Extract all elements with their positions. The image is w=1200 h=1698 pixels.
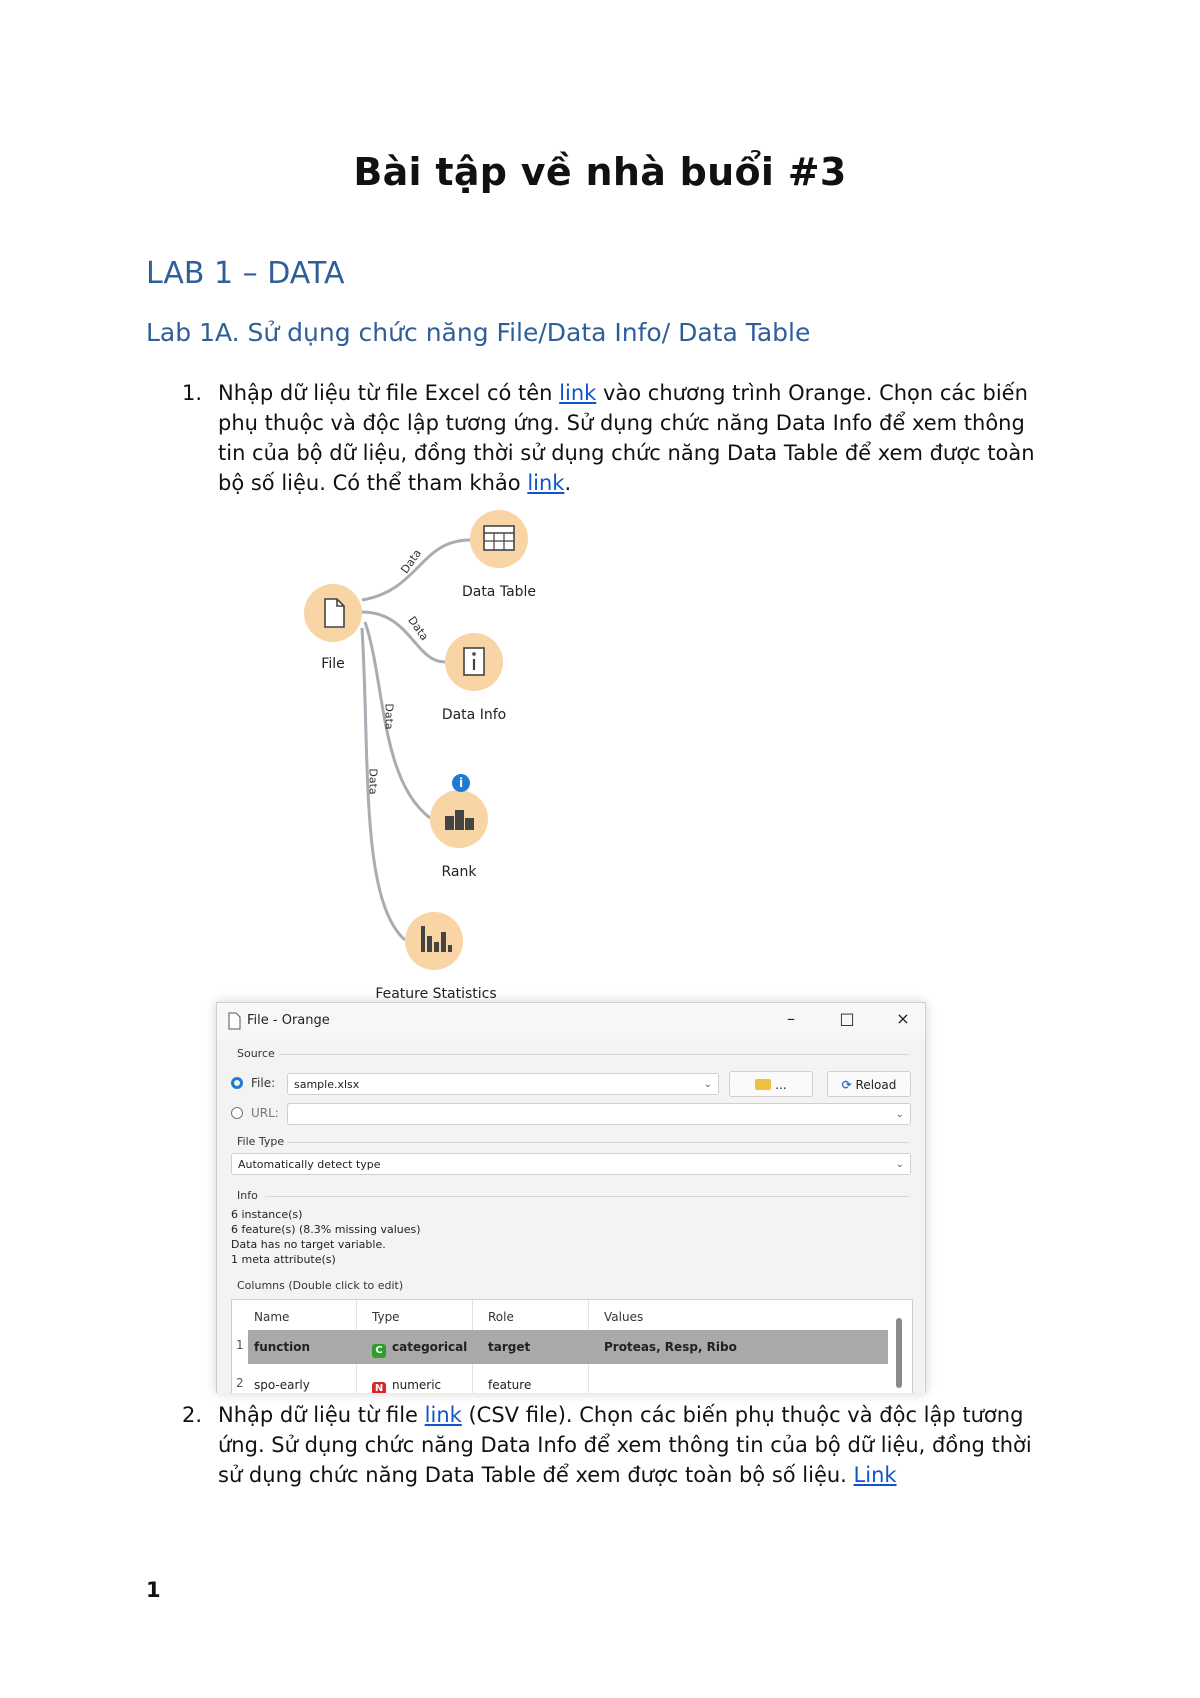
url-input[interactable] (287, 1103, 911, 1125)
feature-statistics-widget-label: Feature Statistics (375, 986, 497, 1002)
row-name: spo-early (254, 1378, 310, 1392)
file-radio-label: File: (251, 1076, 276, 1090)
source-divider (279, 1054, 909, 1055)
file-icon (304, 584, 362, 642)
close-icon[interactable]: × (896, 1009, 910, 1028)
item2-link-reference[interactable]: Link (853, 1463, 897, 1487)
file-type-select[interactable] (231, 1153, 911, 1175)
chevron-down-icon: ⌄ (895, 1159, 904, 1170)
data-info-icon (445, 633, 503, 691)
list-number-2: 2. (182, 1403, 203, 1427)
minimize-icon[interactable]: – (787, 1009, 795, 1028)
item2-link-csv[interactable]: link (424, 1403, 462, 1427)
heading-lab1a: Lab 1A. Sử dụng chức năng File/Data Info/ Data Table (146, 318, 811, 347)
maximize-icon[interactable]: □ (839, 1009, 855, 1028)
browse-button[interactable] (729, 1071, 813, 1097)
row-role: feature (488, 1378, 532, 1392)
source-group-label: Source (237, 1047, 275, 1060)
edge-file-featurestats (362, 628, 405, 940)
url-radio-label: URL: (251, 1106, 279, 1120)
info-group-label: Info (237, 1189, 258, 1202)
column-header-values[interactable]: Values (604, 1310, 644, 1324)
reload-button[interactable] (827, 1071, 911, 1097)
info-target: Data has no target variable. (231, 1238, 386, 1251)
item1-link-reference[interactable]: link (527, 471, 565, 495)
table-row[interactable] (248, 1330, 888, 1364)
file-widget-label: File (321, 656, 345, 672)
dialog-title: File - Orange (247, 1013, 330, 1028)
edge-file-rank (365, 622, 430, 818)
row-name: function (254, 1340, 311, 1354)
data-info-widget-label: Data Info (441, 707, 507, 723)
browse-button-label: ... (775, 1078, 787, 1092)
file-radio[interactable] (231, 1077, 243, 1089)
reload-button-label: Reload (855, 1078, 897, 1092)
info-divider (265, 1196, 909, 1197)
feature-statistics-widget[interactable] (405, 912, 463, 970)
row-type (372, 1378, 441, 1393)
info-features: 6 feature(s) (8.3% missing values) (231, 1223, 421, 1236)
row-values: Proteas, Resp, Ribo (604, 1340, 737, 1354)
chevron-down-icon: ⌄ (703, 1079, 712, 1090)
edge-file-datatable (362, 540, 470, 600)
item1-text-a: Nhập dữ liệu từ file Excel có tên (218, 381, 560, 405)
page-number: 1 (146, 1578, 161, 1602)
list-item-2 (218, 1400, 1058, 1490)
data-table-icon (470, 510, 528, 568)
edge-label-data-1: Data (398, 547, 424, 576)
column-header-type[interactable]: Type (372, 1310, 400, 1324)
info-meta: 1 meta attribute(s) (231, 1253, 336, 1266)
dialog-titlebar (217, 1003, 925, 1039)
row-type (372, 1340, 467, 1358)
folder-icon (755, 1079, 771, 1090)
columns-group-label: Columns (Double click to edit) (237, 1279, 404, 1292)
categorical-icon: C (372, 1344, 386, 1358)
edge-label-data-4: Data (366, 768, 380, 795)
file-widget[interactable] (304, 584, 362, 642)
item1-text-c: . (564, 471, 572, 495)
item1-link-excel[interactable]: link (559, 381, 597, 405)
chevron-down-icon: ⌄ (895, 1109, 904, 1120)
edge-file-datainfo (362, 612, 445, 662)
heading-lab1: LAB 1 – DATA (146, 256, 345, 291)
rank-icon (430, 790, 488, 848)
columns-table[interactable] (231, 1299, 913, 1393)
data-info-widget[interactable] (445, 633, 503, 691)
file-path-value: sample.xlsx (294, 1078, 360, 1091)
file-type-group-label: File Type (237, 1135, 285, 1148)
reload-icon: ⟳ (841, 1078, 852, 1092)
file-dialog (216, 1002, 926, 1393)
column-header-name[interactable]: Name (254, 1310, 290, 1324)
data-table-widget-label: Data Table (461, 584, 537, 600)
item2-text-b: (CSV file). Chọn các biến phụ thuộc và độc lập tương ứng. Sử dụng chức năng Data Info để xem thông tin của bộ dữ liệu, đồng thời sử dụng chức năng Data Table để xem được toàn bộ số liệu. (218, 1403, 1032, 1487)
page-title: Bài tập về nhà buổi #3 (353, 150, 847, 194)
rank-widget[interactable] (430, 790, 488, 848)
file-type-value: Automatically detect type (238, 1158, 381, 1171)
list-item-1 (218, 378, 1058, 498)
numeric-icon: N (372, 1382, 386, 1393)
item2-text-a: Nhập dữ liệu từ file (218, 1403, 425, 1427)
list-number-1: 1. (182, 381, 203, 405)
data-table-widget[interactable] (470, 510, 528, 568)
rank-info-badge[interactable]: i (452, 774, 470, 792)
file-icon (227, 1012, 241, 1030)
feature-statistics-icon (405, 912, 463, 970)
item1-text-b: vào chương trình Orange. Chọn các biến phụ thuộc và độc lập tương ứng. Sử dụng chức năng Data Info để xem thông tin của bộ dữ liệu, đồng thời sử dụng chức năng Data Table để xem được toàn bộ số liệu. Có thể tham khảo (218, 381, 1035, 495)
row-role: target (488, 1340, 531, 1354)
file-type-divider (287, 1142, 909, 1143)
info-instances: 6 instance(s) (231, 1208, 303, 1221)
row-type-label: numeric (392, 1378, 442, 1392)
row-index: 2 (236, 1376, 244, 1390)
edge-label-data-3: Data (382, 703, 396, 730)
table-scrollbar[interactable] (896, 1318, 902, 1388)
url-radio[interactable] (231, 1107, 243, 1119)
rank-widget-label: Rank (441, 864, 477, 880)
edge-label-data-2: Data (405, 614, 431, 643)
file-path-select[interactable] (287, 1073, 719, 1095)
row-type-label: categorical (392, 1340, 468, 1354)
row-index: 1 (236, 1338, 244, 1352)
column-header-role[interactable]: Role (488, 1310, 514, 1324)
